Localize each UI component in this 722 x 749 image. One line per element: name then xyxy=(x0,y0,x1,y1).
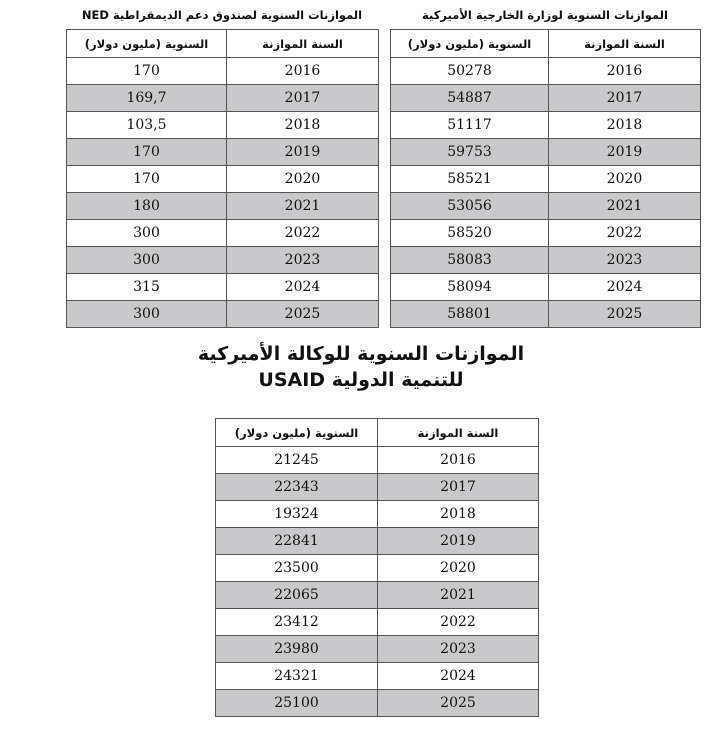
year-cell: 2018 xyxy=(227,112,379,139)
table-row xyxy=(67,301,379,328)
table-row xyxy=(216,582,539,609)
table-header-row xyxy=(216,419,539,447)
table-row xyxy=(67,112,379,139)
year-column-header: السنة الموازنة xyxy=(549,30,701,58)
table-row xyxy=(216,690,539,717)
year-column-header: السنة الموازنة xyxy=(227,30,379,58)
state-dept-budget-table xyxy=(390,29,701,328)
year-cell: 2025 xyxy=(549,301,701,328)
amount-cell: 25100 xyxy=(216,690,378,717)
table-row xyxy=(391,112,701,139)
table-row xyxy=(391,247,701,274)
usaid-budget-table xyxy=(215,418,539,717)
amount-cell: 170 xyxy=(67,58,227,85)
amount-cell: 58520 xyxy=(391,220,549,247)
amount-cell: 22065 xyxy=(216,582,378,609)
year-cell: 2025 xyxy=(378,690,539,717)
table-row xyxy=(391,166,701,193)
amount-column-header: السنوية (مليون دولار) xyxy=(216,419,378,447)
year-cell: 2020 xyxy=(227,166,379,193)
table-row xyxy=(216,528,539,555)
amount-cell: 23412 xyxy=(216,609,378,636)
table-row xyxy=(391,220,701,247)
year-cell: 2017 xyxy=(378,474,539,501)
table-row xyxy=(216,447,539,474)
amount-cell: 170 xyxy=(67,166,227,193)
table-row xyxy=(391,58,701,85)
year-cell: 2022 xyxy=(378,609,539,636)
amount-cell: 54887 xyxy=(391,85,549,112)
year-column-header: السنة الموازنة xyxy=(378,419,539,447)
year-cell: 2025 xyxy=(227,301,379,328)
table-row xyxy=(216,609,539,636)
year-cell: 2018 xyxy=(549,112,701,139)
amount-cell: 23980 xyxy=(216,636,378,663)
year-cell: 2020 xyxy=(549,166,701,193)
table-row xyxy=(216,501,539,528)
amount-cell: 50278 xyxy=(391,58,549,85)
year-cell: 2020 xyxy=(378,555,539,582)
amount-cell: 315 xyxy=(67,274,227,301)
table-row xyxy=(391,274,701,301)
table-row xyxy=(216,474,539,501)
state-dept-caption: الموازنات السنوية لوزارة الخارجية الأميركية xyxy=(422,8,668,22)
ned-budget-table xyxy=(66,29,379,328)
table-header-row xyxy=(391,30,701,58)
amount-cell: 58083 xyxy=(391,247,549,274)
table-row xyxy=(67,58,379,85)
amount-cell: 170 xyxy=(67,139,227,166)
amount-cell: 53056 xyxy=(391,193,549,220)
amount-cell: 103,5 xyxy=(67,112,227,139)
amount-column-header: السنوية (مليون دولار) xyxy=(391,30,549,58)
table-row xyxy=(216,555,539,582)
year-cell: 2019 xyxy=(227,139,379,166)
year-cell: 2021 xyxy=(549,193,701,220)
amount-cell: 51117 xyxy=(391,112,549,139)
year-cell: 2021 xyxy=(378,582,539,609)
amount-cell: 58521 xyxy=(391,166,549,193)
year-cell: 2022 xyxy=(549,220,701,247)
year-cell: 2017 xyxy=(549,85,701,112)
amount-cell: 21245 xyxy=(216,447,378,474)
table-row xyxy=(391,193,701,220)
table-row xyxy=(216,663,539,690)
amount-cell: 180 xyxy=(67,193,227,220)
year-cell: 2016 xyxy=(549,58,701,85)
year-cell: 2022 xyxy=(227,220,379,247)
year-cell: 2023 xyxy=(549,247,701,274)
amount-cell: 169,7 xyxy=(67,85,227,112)
amount-cell: 22343 xyxy=(216,474,378,501)
table-row xyxy=(391,85,701,112)
amount-cell: 300 xyxy=(67,301,227,328)
amount-cell: 300 xyxy=(67,247,227,274)
ned-caption: الموازنات السنوية لصندوق دعم الديمقراطية NED xyxy=(81,8,363,22)
table-row xyxy=(67,166,379,193)
table-row xyxy=(67,220,379,247)
table-row xyxy=(67,193,379,220)
table-row xyxy=(67,247,379,274)
year-cell: 2018 xyxy=(378,501,539,528)
amount-cell: 58801 xyxy=(391,301,549,328)
table-row xyxy=(67,139,379,166)
amount-column-header: السنوية (مليون دولار) xyxy=(67,30,227,58)
amount-cell: 300 xyxy=(67,220,227,247)
amount-cell: 22841 xyxy=(216,528,378,555)
table-row xyxy=(67,85,379,112)
year-cell: 2019 xyxy=(378,528,539,555)
year-cell: 2023 xyxy=(378,636,539,663)
amount-cell: 58094 xyxy=(391,274,549,301)
amount-cell: 23500 xyxy=(216,555,378,582)
year-cell: 2019 xyxy=(549,139,701,166)
amount-cell: 59753 xyxy=(391,139,549,166)
table-row xyxy=(216,636,539,663)
table-row xyxy=(67,274,379,301)
year-cell: 2024 xyxy=(227,274,379,301)
year-cell: 2021 xyxy=(227,193,379,220)
usaid-title-line1: الموازنات السنوية للوكالة الأميركية xyxy=(197,343,525,365)
year-cell: 2016 xyxy=(227,58,379,85)
year-cell: 2024 xyxy=(549,274,701,301)
usaid-title-line2: للتنمية الدولية USAID xyxy=(258,369,464,391)
amount-cell: 24321 xyxy=(216,663,378,690)
table-row xyxy=(391,301,701,328)
table-row xyxy=(391,139,701,166)
year-cell: 2023 xyxy=(227,247,379,274)
amount-cell: 19324 xyxy=(216,501,378,528)
year-cell: 2016 xyxy=(378,447,539,474)
year-cell: 2017 xyxy=(227,85,379,112)
table-header-row xyxy=(67,30,379,58)
year-cell: 2024 xyxy=(378,663,539,690)
